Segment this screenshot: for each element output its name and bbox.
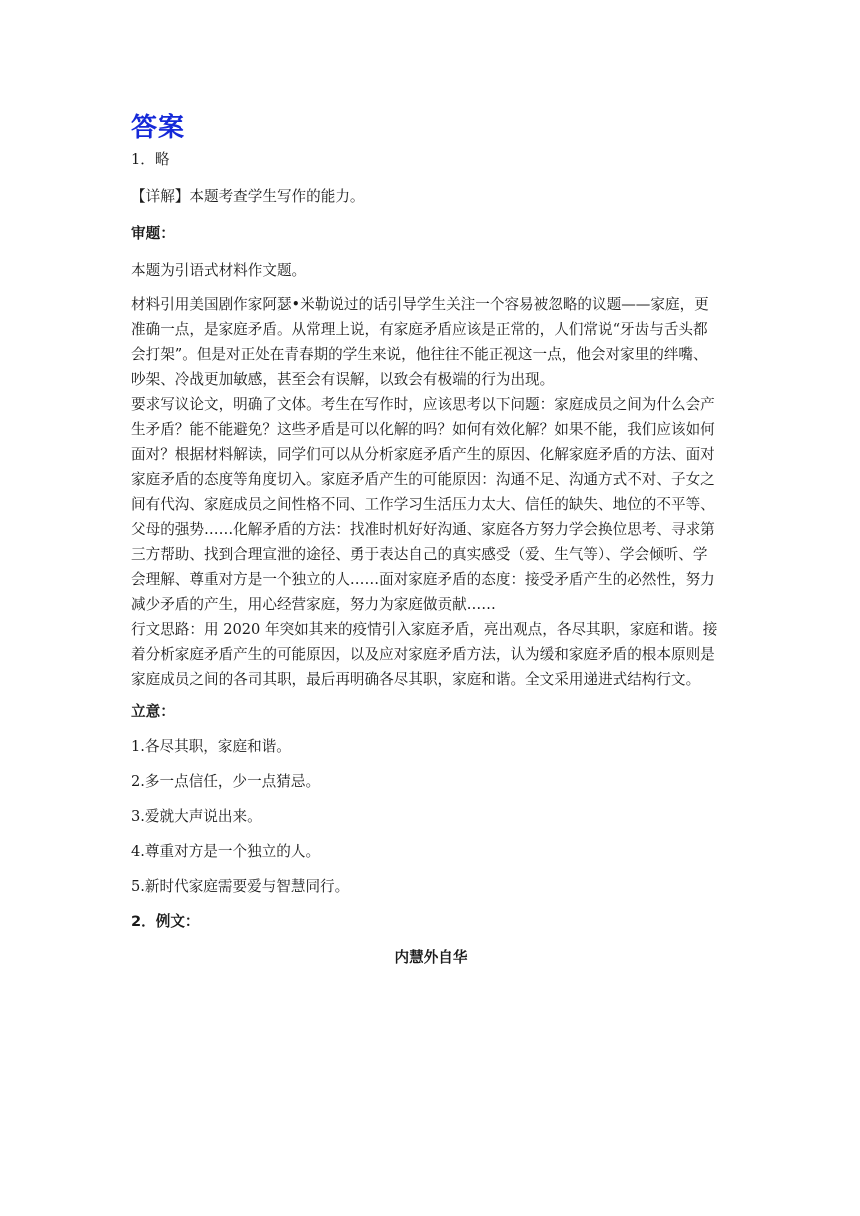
- requirement-line: 间有代沟、家庭成员之间性格不同、工作学习生活压力太大、信任的缺失、地位的不平等、: [131, 496, 715, 513]
- requirement-line: 会理解、尊重对方是一个独立的人……面对家庭矛盾的态度：接受矛盾产生的必然性，努力: [131, 571, 715, 588]
- theme-item: 5.新时代家庭需要爱与智慧同行。: [131, 878, 350, 895]
- theme-item: 3.爱就大声说出来。: [131, 808, 262, 825]
- requirement-line: 家庭矛盾的态度等角度切入。家庭矛盾产生的可能原因：沟通不足、沟通方式不对、子女之: [131, 471, 715, 488]
- thinking-paragraph: [131, 617, 731, 692]
- theme-item: 1.各尽其职，家庭和谐。: [131, 738, 291, 755]
- q1-number: 1．略: [131, 151, 170, 168]
- q2-label: 2．例文：: [131, 913, 200, 930]
- material-paragraph: [131, 292, 731, 392]
- q1-detail: 【详解】本题考查学生写作的能力。: [131, 188, 365, 205]
- review-label: 审题：: [131, 225, 175, 242]
- requirement-line: 减少矛盾的产生，用心经营家庭，努力为家庭做贡献……: [131, 596, 496, 613]
- material-line: 材料引用美国剧作家阿瑟•米勒说过的话引导学生关注一个容易被忽略的议题——家庭，更: [131, 296, 709, 313]
- thinking-line: 着分析家庭矛盾产生的可能原因，以及应对家庭矛盾方法，认为缓和家庭矛盾的根本原则是: [131, 646, 715, 663]
- theme-item: 4.尊重对方是一个独立的人。: [131, 843, 321, 860]
- essay-title: 内慧外自华: [394, 949, 468, 966]
- requirement-line: 父母的强势……化解矛盾的方法：找准时机好好沟通、家庭各方努力学会换位思考、寻求第: [131, 521, 715, 538]
- requirement-line: 面对？根据材料解读，同学们可以从分析家庭矛盾产生的原因、化解家庭矛盾的方法、面对: [131, 446, 715, 463]
- material-line: 会打架”。但是对正处在青春期的学生来说，他往往不能正视这一点，他会对家里的绊嘴、: [131, 346, 708, 363]
- requirement-line: 要求写议论文，明确了文体。考生在写作时，应该思考以下问题：家庭成员之间为什么会产: [131, 396, 715, 413]
- material-line: 准确一点，是家庭矛盾。从常理上说，有家庭矛盾应该是正常的，人们常说“牙齿与舌头都: [131, 321, 708, 338]
- thinking-line: 行文思路：用 2020 年突如其来的疫情引入家庭矛盾，亮出观点，各尽其职，家庭和谐。接: [131, 621, 718, 638]
- requirement-line: 三方帮助、找到合理宣泄的途径、勇于表达自己的真实感受（爱、生气等）、学会倾听、学: [131, 546, 708, 563]
- theme-label: 立意：: [131, 703, 175, 720]
- requirement-line: 生矛盾？能不能避免？这些矛盾是可以化解的吗？如何有效化解？如果不能，我们应该如何: [131, 421, 715, 438]
- theme-item: 2.多一点信任，少一点猜忌。: [131, 773, 321, 790]
- answer-heading: 答案: [131, 113, 186, 143]
- material-line: 吵架、冷战更加敏感，甚至会有误解，以致会有极端的行为出现。: [131, 371, 555, 388]
- q1-intro: 本题为引语式材料作文题。: [131, 262, 307, 279]
- answer-page: [131, 110, 731, 968]
- thinking-line: 家庭成员之间的各司其职，最后再明确各尽其职，家庭和谐。全文采用递进式结构行文。: [131, 671, 701, 688]
- requirement-paragraph: [131, 392, 731, 617]
